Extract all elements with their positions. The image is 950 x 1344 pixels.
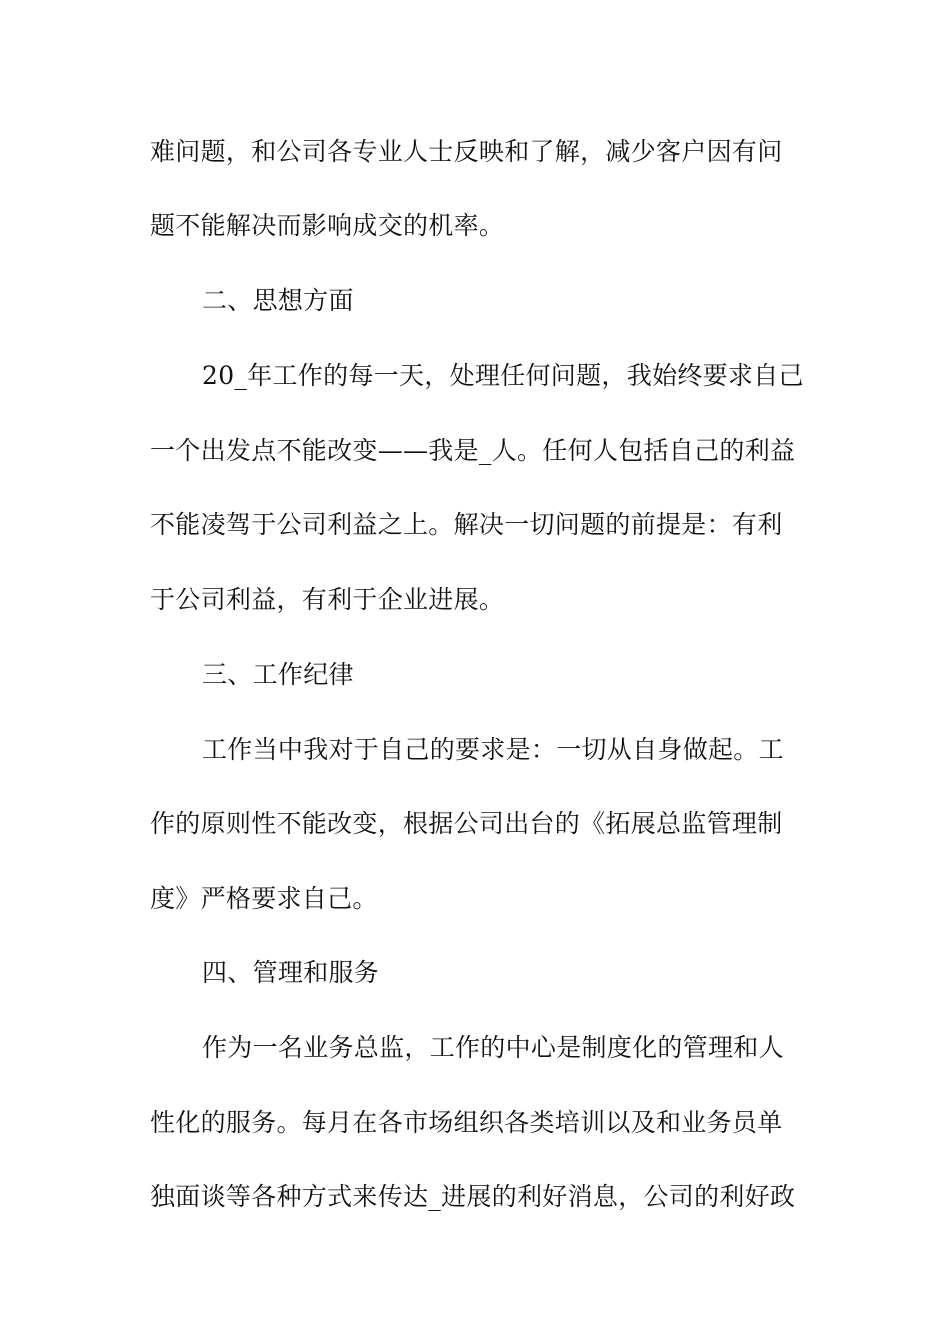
paragraph-first-line: 20_年工作的每一天，处理任何问题，我始终要求自己 xyxy=(202,361,804,390)
body-text-line: 一个出发点不能改变——我是_人。任何人包括自己的利益 xyxy=(150,436,796,465)
body-text-line: 度》严格要求自己。 xyxy=(150,884,378,913)
section-heading: 二、思想方面 xyxy=(202,286,354,315)
paragraph-first-line: 工作当中我对于自己的要求是：一切从自身做起。工 xyxy=(202,735,784,764)
body-text-line: 作的原则性不能改变，根据公司出台的《拓展总监管理制 xyxy=(150,809,783,838)
paragraph-first-line: 作为一名业务总监，工作的中心是制度化的管理和人 xyxy=(202,1033,784,1062)
section-heading: 三、工作纪律 xyxy=(202,660,354,689)
body-text-line: 性化的服务。每月在各市场组织各类培训以及和业务员单 xyxy=(150,1108,783,1137)
body-text-line: 不能凌驾于公司利益之上。解决一切问题的前提是：有利 xyxy=(150,510,783,539)
body-text-line: 题不能解决而影响成交的机率。 xyxy=(150,211,505,240)
section-heading: 四、管理和服务 xyxy=(202,958,380,987)
body-text-line: 难问题，和公司各专业人士反映和了解，减少客户因有问 xyxy=(150,137,783,166)
body-text-line: 于公司利益，有利于企业进展。 xyxy=(150,585,505,614)
body-text-line: 独面谈等各种方式来传达_进展的利好消息，公司的利好政 xyxy=(150,1182,796,1211)
